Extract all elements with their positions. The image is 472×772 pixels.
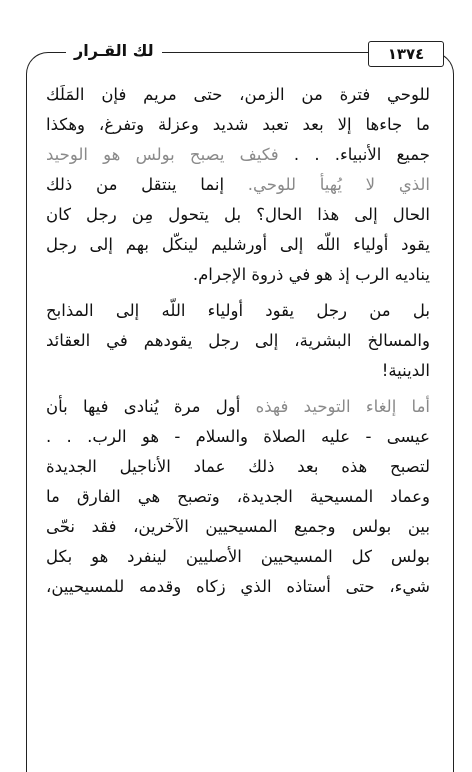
text-line: بولس كل المسيحيين الأصليين لينفرد هو بكل	[46, 547, 430, 566]
body-text	[46, 80, 430, 602]
text-line: شيء، حتى أستاذه الذي زكاه وقدمه للمسيحيين،	[46, 577, 430, 596]
text-line: يناديه الرب إذ هو في ذروة الإجرام.	[192, 265, 430, 284]
page-number-box: ١٣٧٤	[368, 41, 444, 67]
text-line: ما جاءها إلا بعد تعبد شديد وعزلة وتفرغ، وهكذا	[46, 115, 430, 134]
text-line: عيسى - عليه الصلاة والسلام - هو الرب. . .	[46, 427, 430, 446]
paragraph	[46, 296, 430, 386]
text-line: لتصبح هذه بعد ذلك عماد الأناجيل الجديدة	[46, 457, 430, 476]
text-line: الحال إلى هذا الحال؟ بل يتحول مِن رجل كان	[46, 205, 430, 224]
paragraph	[46, 80, 430, 290]
paragraph	[46, 392, 430, 602]
text-line: أما إلغاء التوحيد فهذه أول مرة يُنادى فيها بأن	[46, 397, 430, 416]
text-line: بل من رجل يقود أولياء اللّه إلى المذابح	[46, 301, 430, 320]
text-line: الدينية!	[381, 361, 430, 380]
text-line: الذي لا يُهيأ للوحي. إنما ينتقل من ذلك	[46, 175, 431, 194]
text-line: جميع الأنبياء. . . فكيف يصبح بولس هو الوحيد	[46, 145, 430, 164]
faded-text: فكيف يصبح بولس هو الوحيد	[46, 145, 279, 164]
text-line: والمسالخ البشرية، إلى رجل يقودهم في العقائد	[46, 331, 430, 350]
text-line: يقود أولياء اللّه إلى أورشليم لينكّل بهم إلى رجل	[46, 235, 430, 254]
running-header-title: لك القـرار	[66, 38, 162, 64]
text-line: وعماد المسيحية الجديدة، وتصبح هي الفارق ما	[46, 487, 430, 506]
text-line: بين بولس وجميع المسيحيين الآخرين، فقد نحّى	[46, 517, 430, 536]
faded-text: الذي لا يُهيأ للوحي.	[247, 175, 431, 194]
text-line: للوحي فترة من الزمن، حتى مريم فإن المَلَك	[46, 85, 430, 104]
faded-text: أما إلغاء التوحيد فهذه	[255, 397, 430, 416]
